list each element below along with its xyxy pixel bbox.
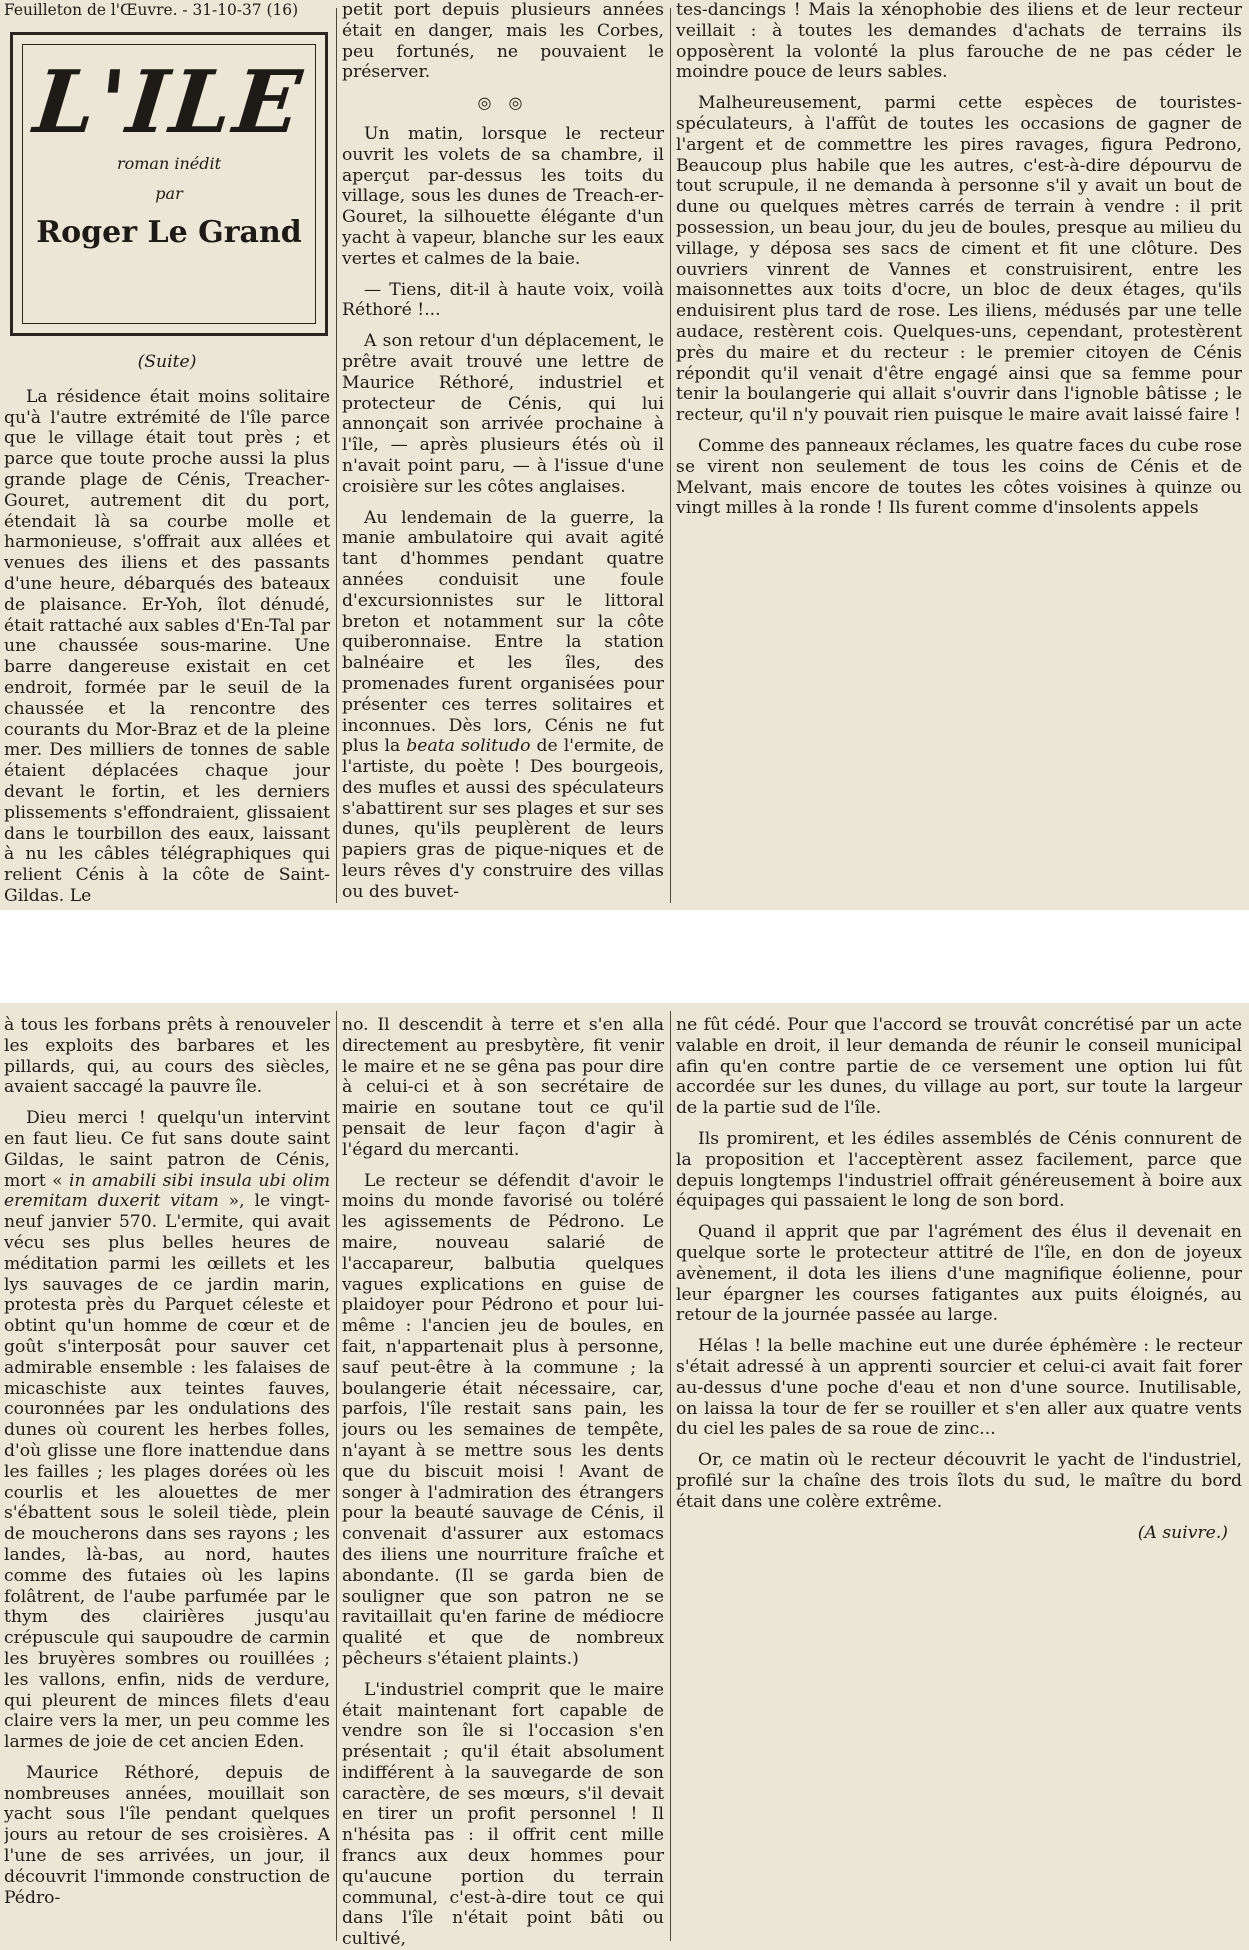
novel-title: L'ILE <box>29 52 309 153</box>
column-divider <box>336 1011 337 1941</box>
section-separator: ◎ ◎ <box>477 93 529 113</box>
novel-author: Roger Le Grand <box>36 215 302 250</box>
paragraph: Or, ce matin où le recteur découvrit le yacht de l'industriel, profilé sur la chaîne des trois îlots du sud, le maître du bord était dans une colère extrême. <box>676 1450 1242 1512</box>
a-suivre-label: (A suivre.) <box>1137 1522 1228 1543</box>
column-2 <box>342 0 664 910</box>
paragraph: Malheureusement, parmi cette espèces de touristes-spéculateurs, à l'affût de toutes les occasions de gagner de l'argent et de commettre les pires ravages, figura Pedrono, Beaucoup plus habile que les autres, c'est-à-dire dépourvu de tout scrupule, il ne demanda à personne s'il y avait un bout de dune ou quelques mètres carrés de terrain à vendre : il prit possession, un beau jour, du jeu de boules, presque au milieu du village, y déposa ses sacs de ciment et fit une clôture. Des ouvriers vinrent de Vannes et construisirent, entre les maisonnettes aux toits d'ocre, un bloc de deux étages, qu'ils enduisirent plus tard de rose. Les iliens, médusés par une telle audace, restèrent cois. Quelques-uns, cependant, protestèrent près du maire et du recteur : le premier citoyen de Cénis répondit qu'il venait d'être engagé ainsi que sa femme pour tenir la boulangerie qui allait s'ouvrir dans l'ignoble bâtisse ; le recteur, qu'il n'y pouvait rien puisque le maire avait laissé faire ! <box>676 93 1242 426</box>
paragraph: à tous les forbans prêts à renouveler les exploits des barbares et les pillards, qui, au cours des siècles, avaient saccagé la pauvre île. <box>4 1015 330 1098</box>
column-divider <box>670 1011 671 1941</box>
text-run: de l'ermite, de l'artiste, du poète ! Des bourgeois, des mufles et aussi des spéculateurs s'abattirent sur ses plages et sur ses dunes, qu'ils peuplèrent de leurs papiers gras de pique-niques et de leurs rêves d'y construire des villas ou des buvet- <box>342 736 664 902</box>
text-run: Dieu merci ! quelqu'un intervint en faut lieu. Ce fut sans doute saint Gildas, le saint patron de Cénis, mort « <box>4 1108 330 1191</box>
column-5 <box>342 1015 664 1950</box>
column-3 <box>676 0 1242 910</box>
title-block <box>10 32 328 336</box>
paragraph <box>4 1108 330 1753</box>
paragraph: Un matin, lorsque le recteur ouvrit les volets de sa chambre, il aperçut par-dessus les toits du village, sous les dunes de Treach-er-Gouret, la silhouette élégante d'un yacht à vapeur, blanche sur les eaux vertes et calmes de la baie. <box>342 123 664 269</box>
feuilleton-header: Feuilleton de l'Œuvre. - 31-10-37 (16) <box>4 1 299 19</box>
column-divider <box>670 8 671 903</box>
paragraph: Ils promirent, et les édiles assemblés de Cénis connurent de la proposition et l'acceptèrent assez facilement, parce que depuis longtemps l'industriel offrait généreusement à boire aux équipages qui passaient le long de son bord. <box>676 1128 1242 1212</box>
paragraph: La résidence était moins solitaire qu'à l'autre extrémité de l'île parce que le village était tout près ; et parce que toute proche aussi la plus grande plage de Cénis, Treacher-Gouret, autrement dit du port, étendait là sa courbe molle et harmonieuse, s'offrait aux allées et venues des iliens et des passants d'une heure, débarqués des bateaux de plaisance. Er-Yoh, îlot dénudé, était rattaché aux sables d'En-Tal par une chaussée sous-marine. Une barre dangereuse existait en cet endroit, formée par le seuil de la chaussée et la rencontre des courants du Mor-Braz et de la pleine mer. Des milliers de tonnes de sable étaient déplacées chaque jour devant le fortin, et les derniers plissements s'effondraient, glissaient dans le tourbillon des eaux, laissant à nu les câbles télégraphiques qui relient Cénis à la côte de Saint-Gildas. Le <box>4 386 330 906</box>
paragraph: petit port depuis plusieurs années était en danger, mais les Corbes, peu fortunés, ne pouvaient le préserver. <box>342 0 664 83</box>
page-strip-top <box>0 0 1249 910</box>
paragraph: no. Il descendit à terre et s'en alla directement au presbytère, fit venir le maire et ne se gêna pas pour dire à celui-ci et à son secrétaire de mairie en soutane tout ce qu'il pensait de leur façon d'agir à l'égard du mercanti. <box>342 1015 664 1160</box>
latin-phrase: beata solitudo <box>406 736 531 757</box>
paragraph: Quand il apprit que par l'agrément des élus il devenait en quelque sorte le protecteur attitré de l'île, en don de joyeux avènement, il dota les iliens d'une magnifique éolienne, pour leur épargner les courses fatigantes aux puits éloignés, au retour de la journée passée au large. <box>676 1222 1242 1326</box>
column-6 <box>676 1015 1242 1950</box>
paragraph <box>342 508 664 903</box>
novel-par: par <box>155 184 183 203</box>
page-strip-bottom <box>0 1003 1249 1950</box>
text-run: », le vingt-neuf janvier 570. L'ermite, qui avait vécu ses plus belles heures de méditation parmi les œillets et les lys sauvages de ce jardin marin, protesta près du Parquet céleste et obtint qu'un homme de cœur et de goût s'interposât pour sauver cet admirable ensemble : les falaises de micaschiste aux teintes fauves, couronnées par les ondulations des dunes où courent les herbes folles, d'où glisse une flore inattendue dans les failles ; les plages dorées où les courlis et les alouettes de mer s'ébattent sous le soleil tiède, plein de moucherons dans ses rayons ; les landes, là-bas, au nord, hautes comme des futaies où les lapins folâtrent, de l'aube parfumée par le thym des clairières jusqu'au crépuscule qui saupoudre de carmin les bruyères sombres ou rouillées ; les vallons, enfin, nids de verdure, qui pleurent de minces filets d'eau claire vers la mer, un peu comme les larmes de joie de cet ancien Eden. <box>4 1191 330 1753</box>
paragraph: Comme des panneaux réclames, les quatre faces du cube rose se virent non seulement de tous les coins de Cénis et de Melvant, mais encore de toutes les côtes voisines à quinze ou vingt milles à la ronde ! Ils furent comme d'insolents appels <box>676 435 1242 519</box>
column-4 <box>4 1015 330 1950</box>
paragraph: A son retour d'un déplacement, le prêtre avait trouvé une lettre de Maurice Réthoré, industriel et protecteur de Cénis, qui lui annonçait son arrivée prochaine à l'île, — après plusieurs étés où il n'avait point paru, — à l'issue d'une croisière sur les côtes anglaises. <box>342 331 664 497</box>
novel-subtitle: roman inédit <box>116 154 222 173</box>
paragraph: Le recteur se défendit d'avoir le moins du monde favorisé ou toléré les agissements de Pédrono. Le maire, nouveau salarié de l'accapareur, balbutia quelques vagues explications en guise de plaidoyer pour Pédrono et pour lui-même : l'ancien jeu de boules, en fait, n'appartenait plus à personne, sauf peut-être à la commune ; la boulangerie était nécessaire, car, parfois, l'île restait sans pain, les jours ou les semaines de tempête, n'ayant à se mettre sous les dents que du biscuit moisi ! Avant de songer à l'admiration des étrangers pour la beauté sauvage de Cénis, il convenait d'assurer aux estomacs des iliens une nourriture fraîche et abondante. (Il se garda bien de souligner que son patron ne se ravitaillait qu'en farine de médiocre qualité et que de nombreux pêcheurs s'étaient plaints.) <box>342 1170 664 1669</box>
paragraph: tes-dancings ! Mais la xénophobie des iliens et de leur recteur veillait : à toutes les demandes d'achats de terrains ils opposèrent la volonté la plus farouche de ne pas céder le moindre pouce de leurs sables. <box>676 0 1242 83</box>
text-run: Au lendemain de la guerre, la manie ambulatoire qui avait agité tant d'hommes pendant quatre années conduisit une foule d'excursionnistes sur le littoral breton et notamment sur la côte quiberonnaise. Entre la station balnéaire et les îles, des promenades furent organisées pour présenter ces terres solitaires et inconnues. Dès lors, Cénis ne fut plus la <box>342 507 664 757</box>
paragraph: Hélas ! la belle machine eut une durée éphémère : le recteur s'était adressé à un apprenti sourcier et celui-ci avait fait forer au-dessus d'une poche d'eau et non d'une source. Inutilisable, on laissa la tour de fer se rouiller et s'en aller aux quatre vents du ciel les pales de sa roue de zinc... <box>676 1336 1242 1440</box>
paragraph: ne fût cédé. Pour que l'accord se trouvât concrétisé par un acte valable en droit, il leur demanda de réunir le conseil municipal afin qu'en contre partie de ce versement une option lui fût accordée sur les dunes, du village au port, sur toute la largeur de la partie sud de l'île. <box>676 1015 1242 1119</box>
title-frame <box>22 44 316 324</box>
column-1 <box>4 0 330 910</box>
latin-quote: in amabili sibi insula ubi olim eremitam duxerit vitam <box>4 1170 330 1212</box>
paragraph: Maurice Réthoré, depuis de nombreuses années, mouillait son yacht sous l'île pendant quelques jours au retour de ses croisières. A l'une de ses arrivées, un jour, il découvrit l'immonde construction de Pédro- <box>4 1762 330 1908</box>
suite-label: (Suite) <box>137 352 197 372</box>
paragraph: — Tiens, dit-il à haute voix, voilà Réthoré !... <box>342 279 664 321</box>
column-divider <box>336 8 337 903</box>
paragraph: L'industriel comprit que le maire était maintenant fort capable de vendre son île si l'occasion s'en présentait ; qu'il était absolument indifférent à la sauvegarde de son caractère, de ses mœurs, s'il devait en tirer un profit personnel ! Il n'hésita pas : il offrit cent mille francs aux deux hommes pour qu'aucune portion du terrain communal, c'est-à-dire tout ce qui dans l'île n'était point bâti ou cultivé, <box>342 1679 664 1950</box>
